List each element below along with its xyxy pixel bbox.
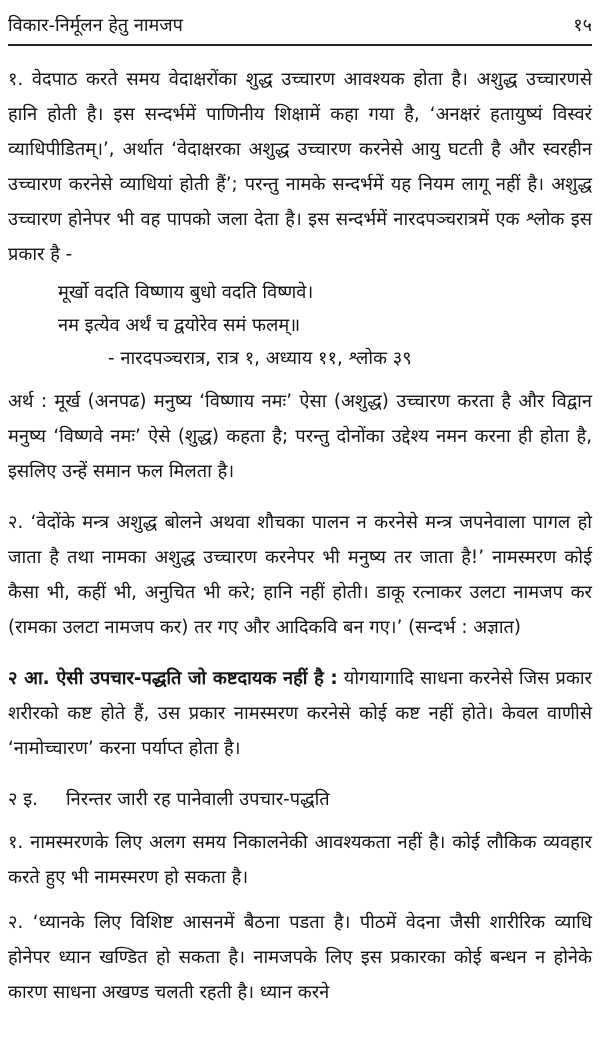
paragraph-2: २. ‘वेदोंके मन्त्र अशुद्ध बोलने अथवा शौचका पालन न करनेसे मन्त्र जपनेवाला पागल हो जाता है तथा नामका अशुद्ध उच्चारण करनेपर भी मनुष्य तर जाता है!’ नामस्मरण कोई कैसा भी, कहीं भी, अनुचित भी करे; हानि नहीं होती। डाकू रत्नाकर उलटा नामजप कर (रामका उलटा नामजप कर) तर गए और आदिकवि बन गए।’ (सन्दर्भ : अज्ञात) xyxy=(8,512,592,638)
page-number: १५ xyxy=(573,15,592,36)
page-header xyxy=(8,6,592,46)
paragraph-2a-heading: २ आ. ऐसी उपचार-पद्धति जो कष्टदायक नहीं है : xyxy=(8,668,338,689)
verse-line-1: मूर्खो वदति विष्णाय बुधो वदति विष्णवे। xyxy=(58,282,314,303)
section-2i-item-1: १. नामस्मरणके लिए अलग समय निकालनेकी आवश्यकता नहीं है। कोई लौकिक व्यवहार करते हुए भी नामस्मरण हो सकता है। xyxy=(8,832,592,888)
running-title: विकार-निर्मूलन हेतु नामजप xyxy=(8,15,183,36)
paragraph-1: १. वेदपाठ करते समय वेदाक्षरोंका शुद्ध उच्चारण आवश्यक होता है। अशुद्ध उच्चारणसे हानि होती है। इस सन्दर्भमें पाणिनीय शिक्षामें कहा गया है, ‘अनक्षरं हतायुष्यं विस्वरं व्याधिपीडितम्।’, अर्थात ‘वेदाक्षरका अशुद्ध उच्चारण करनेसे आयु घटती है और स्वरहीन उच्चारण करनेसे व्याधियां होती हैं’; परन्तु नामके सन्दर्भमें यह नियम लागू नहीं है। अशुद्ध उच्चारण होनेपर भी वह पापको जला देता है। इस सन्दर्भमें नारदपञ्चरात्रमें एक श्लोक इस प्रकार है - xyxy=(8,69,592,265)
section-2i-title: निरन्तर जारी रह पानेवाली उपचार-पद्धति xyxy=(65,789,330,810)
paragraph-2a xyxy=(8,661,592,766)
section-2i-heading xyxy=(8,782,592,817)
verse-source: - नारदपञ्चरात्र, रात्र १, अध्याय ११, श्लोक ३९ xyxy=(108,348,412,369)
section-2i-number: २ इ. xyxy=(8,789,38,810)
meaning-paragraph: अर्थ : मूर्ख (अनपढ) मनुष्य ‘विष्णाय नमः’ ऐसा (अशुद्ध) उच्चारण करता है और विद्वान मनुष्य ‘विष्णवे नमः’ ऐसे (शुद्ध) कहता है; परन्तु दोनोंका उद्देश्य नमन करना ही होता है, इसलिए उन्हें समान फल मिलता है। xyxy=(8,391,592,482)
paragraph-2a-text: योगयागादि साधना करनेसे जिस प्रकार शरीरको कष्ट होते हैं, उस प्रकार नामस्मरण करनेसे कोई कष्ट नहीं होते। केवल वाणीसे ‘नामोच्चारण’ करना पर्याप्त होता है। xyxy=(8,668,592,759)
page-body xyxy=(8,62,592,1010)
section-2i-item-2: २. ‘ध्यानके लिए विशिष्ट आसनमें बैठना पडता है। पीठमें वेदना जैसी शारीरिक व्याधि होनेपर ध्यान खण्डित हो सकता है। नामजपके लिए इस प्रकारका कोई बन्धन न होनेके कारण साधना अखण्ड चलती रहती है। ध्यान करने xyxy=(8,912,592,1003)
verse-line-2: नम इत्येव अर्थं च द्वयोरेव समं फलम्॥ xyxy=(58,315,301,336)
